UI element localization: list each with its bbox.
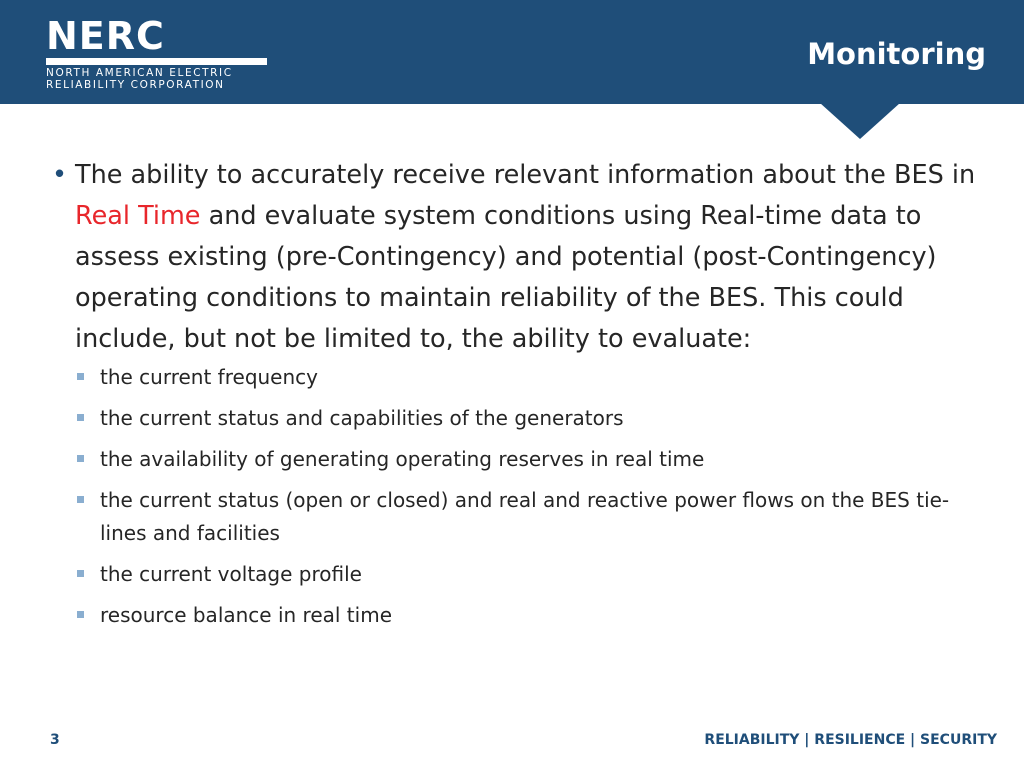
square-bullet-icon [77,373,84,380]
nerc-logo [46,14,271,91]
sub-bullet-text: the availability of generating operating reserves in real time [100,447,705,471]
header-banner [0,0,1024,104]
header-notch [820,103,900,139]
sub-bullet-item [52,558,982,591]
sub-bullet-item [52,484,982,550]
sub-bullet-text: the current status (open or closed) and real and reactive power flows on the BES tie-lines and facilities [100,488,950,545]
square-bullet-icon [77,455,84,462]
logo-subtitle-line1: NORTH AMERICAN ELECTRIC [46,67,233,79]
slide-body [52,155,982,640]
square-bullet-icon [77,496,84,503]
square-bullet-icon [77,414,84,421]
square-bullet-icon [77,570,84,577]
logo-rule [46,58,267,65]
sub-bullet-text: the current voltage profile [100,562,362,586]
sub-bullet-list [52,361,982,632]
sub-bullet-item [52,599,982,632]
sub-bullet-text: the current frequency [100,365,318,389]
sub-bullet-item [52,361,982,394]
square-bullet-icon [77,611,84,618]
footer-tagline: RELIABILITY | RESILIENCE | SECURITY [704,732,997,748]
sub-bullet-item [52,443,982,476]
page-number: 3 [50,732,60,748]
slide-title: Monitoring [807,37,986,71]
bullet-dot-icon: • [52,160,68,190]
logo-wordmark: NERC [46,14,165,58]
sub-bullet-item [52,402,982,435]
logo-subtitle-line2: RELIABILITY CORPORATION [46,79,225,91]
main-text-before: The ability to accurately receive relevant information about the BES in [75,160,976,190]
main-text-after: and evaluate system conditions using Real-time data to assess existing (pre-Contingency) and potential (post-Contingency) operating conditions to maintain reliability of the BES. This could include, but not be limited to, the ability to evaluate: [75,201,937,354]
main-bullet-point [52,155,982,360]
real-time-highlight: Real Time [75,201,201,231]
sub-bullet-text: the current status and capabilities of the generators [100,406,624,430]
sub-bullet-text: resource balance in real time [100,603,392,627]
